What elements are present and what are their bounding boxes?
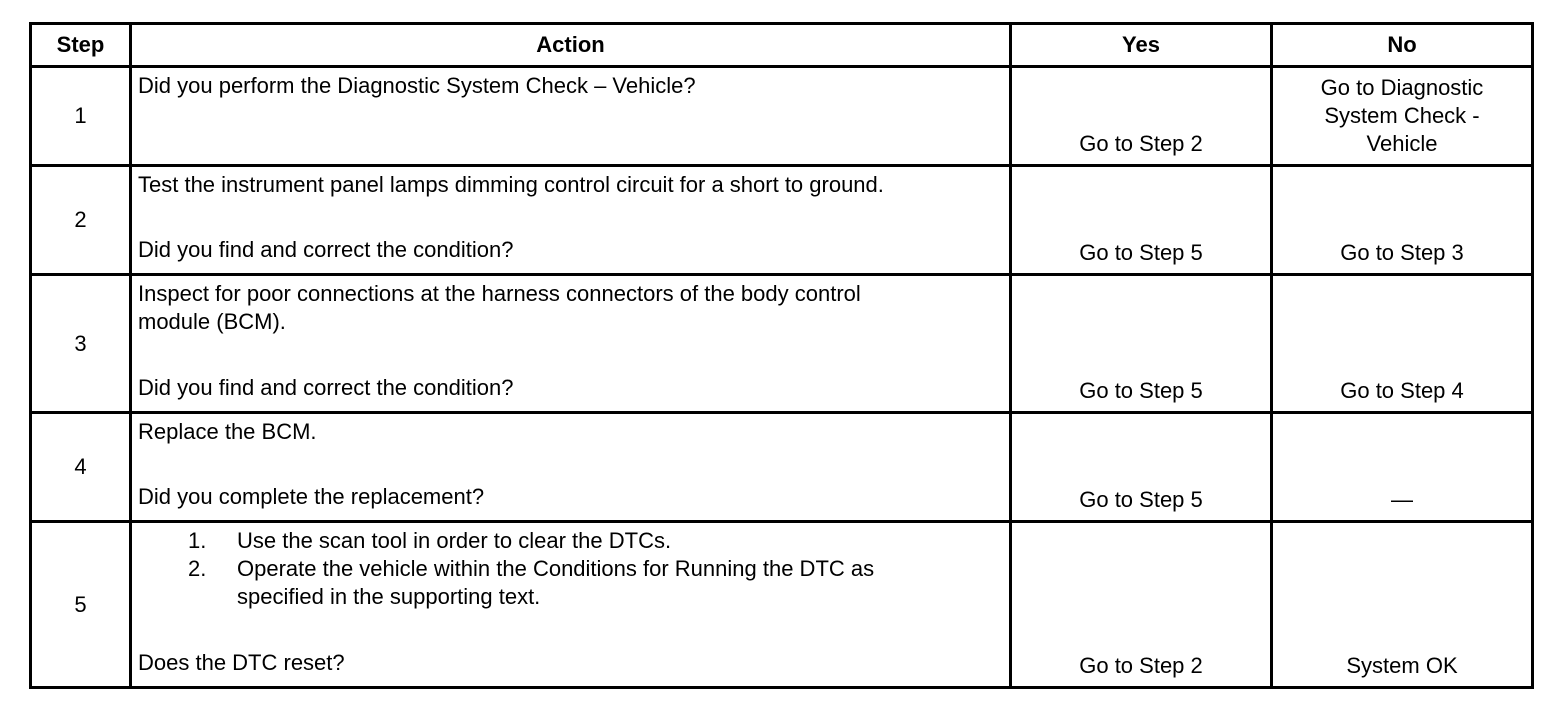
no-cell: Go to Step 3	[1272, 166, 1533, 275]
table-row	[31, 413, 1533, 522]
no-line: Go to Diagnostic	[1320, 75, 1484, 100]
action-cell	[131, 413, 1011, 522]
table-row	[31, 166, 1533, 275]
table-row	[31, 67, 1533, 166]
header-no: No	[1272, 24, 1533, 67]
substep-number: 2.	[188, 556, 207, 581]
header-action: Action	[131, 24, 1011, 67]
action-question: Did you find and correct the condition?	[138, 375, 514, 400]
substep-list	[138, 527, 1003, 611]
no-cell: Go to Step 4	[1272, 275, 1533, 413]
table-row	[31, 275, 1533, 413]
action-question: Did you find and correct the condition?	[138, 237, 514, 262]
action-text: Did you perform the Diagnostic System Check – Vehicle?	[138, 73, 696, 98]
action-text: Test the instrument panel lamps dimming control circuit for a short to ground.	[138, 172, 884, 197]
step-number: 2	[31, 166, 131, 275]
yes-cell: Go to Step 5	[1011, 166, 1272, 275]
header-step: Step	[31, 24, 131, 67]
substep-item	[138, 555, 1003, 611]
step-number: 1	[31, 67, 131, 166]
no-line: System Check -	[1324, 103, 1480, 128]
no-cell: System OK	[1272, 522, 1533, 688]
yes-cell: Go to Step 2	[1011, 67, 1272, 166]
substep-number: 1.	[188, 528, 207, 553]
action-cell	[131, 275, 1011, 413]
yes-cell: Go to Step 2	[1011, 522, 1272, 688]
substep-item	[138, 527, 1003, 555]
action-text-line: module (BCM).	[138, 309, 286, 334]
table-row	[31, 522, 1533, 688]
action-cell	[131, 166, 1011, 275]
yes-cell: Go to Step 5	[1011, 275, 1272, 413]
diagnostic-table	[29, 22, 1534, 689]
substep-text: Operate the vehicle within the Conditions for Running the DTC as	[237, 556, 875, 581]
substep-text: Use the scan tool in order to clear the DTCs.	[237, 528, 672, 553]
action-question: Does the DTC reset?	[138, 650, 345, 675]
action-cell	[131, 67, 1011, 166]
header-row	[31, 24, 1533, 67]
no-cell: —	[1272, 413, 1533, 522]
yes-cell: Go to Step 5	[1011, 413, 1272, 522]
header-yes: Yes	[1011, 24, 1272, 67]
no-cell	[1272, 67, 1533, 166]
action-text: Replace the BCM.	[138, 419, 317, 444]
action-text-line: Inspect for poor connections at the harness connectors of the body control	[138, 281, 861, 306]
step-number: 4	[31, 413, 131, 522]
action-question: Did you complete the replacement?	[138, 484, 485, 509]
no-line: Vehicle	[1366, 131, 1438, 156]
step-number: 5	[31, 522, 131, 688]
action-cell	[131, 522, 1011, 688]
substep-text: specified in the supporting text.	[237, 584, 541, 609]
step-number: 3	[31, 275, 131, 413]
